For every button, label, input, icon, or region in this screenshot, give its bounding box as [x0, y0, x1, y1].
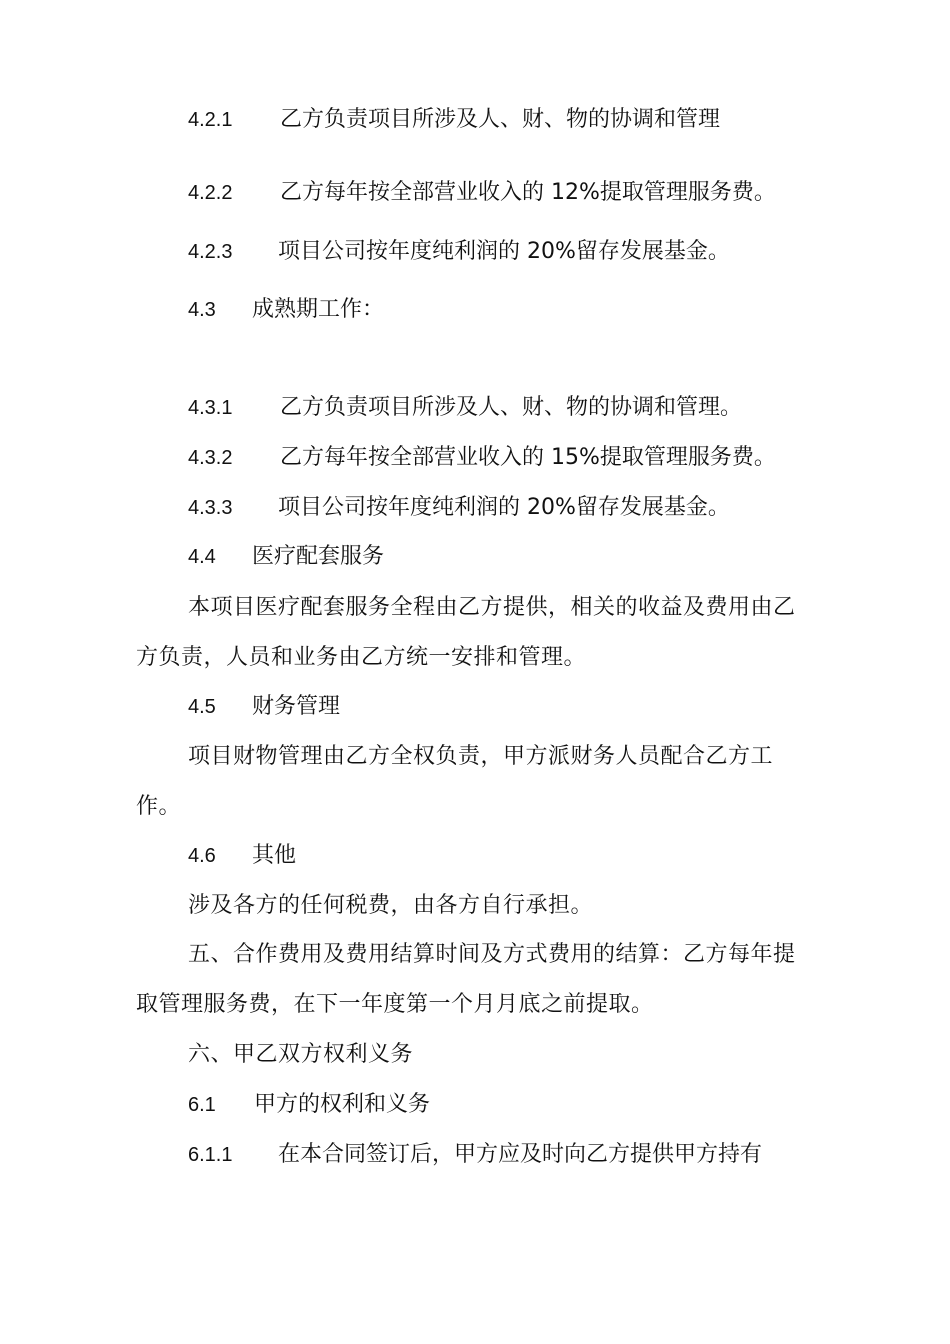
clause-number-4-2-3: 4.2.3 — [188, 241, 233, 263]
clause-number-4-2-1: 4.2.1 — [188, 109, 233, 131]
clause-text-4-2-2: 乙方每年按全部营业收入的 12%提取管理服务费。 — [280, 180, 776, 205]
clause-text-4-6: 其他 — [252, 843, 297, 868]
clause-text-4-3-3: 项目公司按年度纯利润的 20%留存发展基金。 — [278, 495, 730, 520]
clause-text-4-3-1: 乙方负责项目所涉及人、财、物的协调和管理。 — [280, 395, 743, 420]
clause-number-4-3: 4.3 — [188, 299, 216, 321]
clause-text-4-2-3: 项目公司按年度纯利润的 20%留存发展基金。 — [278, 239, 730, 264]
clause-number-6-1-1: 6.1.1 — [188, 1144, 233, 1166]
clause-text-4-2-1: 乙方负责项目所涉及人、财、物的协调和管理 — [280, 107, 721, 132]
clause-number-4-3-1: 4.3.1 — [188, 397, 233, 419]
clause-text-4-3-2: 乙方每年按全部营业收入的 15%提取管理服务费。 — [280, 445, 776, 470]
clause-text-4-3: 成熟期工作： — [252, 297, 385, 322]
clause-number-4-2-2: 4.2.2 — [188, 182, 233, 204]
paragraph-finance-management: 项目财物管理由乙方全权负责，甲方派财务人员配合乙方工作。 — [136, 744, 774, 819]
clause-text-6-1-1: 在本合同签订后，甲方应及时向乙方提供甲方持有 — [278, 1142, 763, 1167]
paragraph-taxes: 涉及各方的任何税费，由各方自行承担。 — [188, 893, 594, 918]
clause-text-4-4: 医疗配套服务 — [252, 544, 385, 569]
section-6-heading: 六、甲乙双方权利义务 — [188, 1042, 414, 1067]
clause-text-6-1: 甲方的权利和义务 — [254, 1092, 431, 1117]
clause-number-4-6: 4.6 — [188, 845, 216, 867]
clause-number-4-4: 4.4 — [188, 546, 216, 568]
clause-number-4-3-2: 4.3.2 — [188, 447, 233, 469]
paragraph-medical-service: 本项目医疗配套服务全程由乙方提供，相关的收益及费用由乙方负责，人员和业务由乙方统一安排和管理。 — [136, 595, 796, 670]
paragraph-section-5: 五、合作费用及费用结算时间及方式费用的结算：乙方每年提取管理服务费，在下一年度第一个月月底之前提取。 — [136, 942, 796, 1017]
clause-text-4-5: 财务管理 — [252, 694, 341, 719]
clause-number-4-5: 4.5 — [188, 696, 216, 718]
clause-number-4-3-3: 4.3.3 — [188, 497, 233, 519]
clause-number-6-1: 6.1 — [188, 1094, 216, 1116]
